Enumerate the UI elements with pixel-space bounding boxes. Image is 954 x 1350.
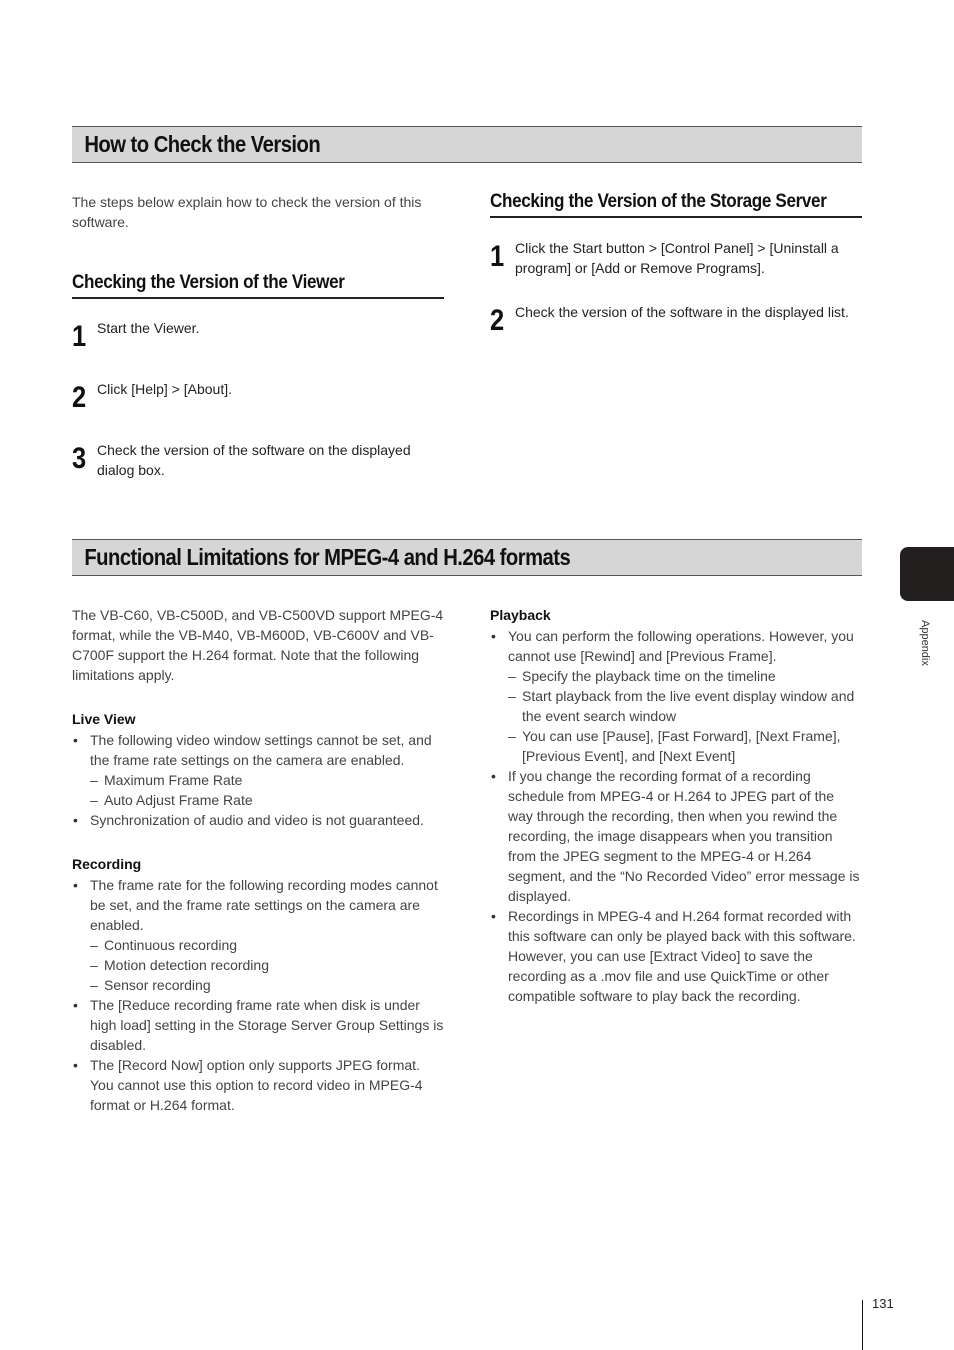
intro-paragraph: The steps below explain how to check the version of this software. bbox=[72, 194, 422, 230]
list-item: • The [Record Now] option only supports JPEG format. You cannot use this option to record video in MPEG-4 format or H.264 format. bbox=[72, 1055, 446, 1115]
sub-list-item: – Sensor recording bbox=[90, 975, 446, 995]
section-title: Functional Limitations for MPEG-4 and H.264 formats bbox=[84, 544, 571, 570]
step-text: Click [Help] > [About]. bbox=[97, 381, 233, 397]
section-header-functional-limitations bbox=[72, 539, 862, 576]
sub-list-item: – Continuous recording bbox=[90, 935, 446, 955]
step-text: Start the Viewer. bbox=[97, 320, 200, 336]
sub-list bbox=[90, 770, 446, 810]
section-header-check-version bbox=[72, 126, 862, 163]
bullet-text: The following video window settings cannot be set, and the frame rate settings on the camera are enabled. bbox=[90, 732, 432, 768]
step-number: 2 bbox=[490, 304, 505, 337]
list-item: • Synchronization of audio and video is not guaranteed. bbox=[72, 810, 446, 830]
sub-list-item: – Specify the playback time on the timeline bbox=[508, 666, 862, 686]
sub-list-item: – Start playback from the live event display window and the event search window bbox=[508, 686, 862, 726]
list-item: • The [Reduce recording frame rate when disk is under high load] setting in the Storage Server Group Settings is disabled. bbox=[72, 995, 446, 1055]
sub-list-item: – Maximum Frame Rate bbox=[90, 770, 446, 790]
bullet-text: You can perform the following operations. However, you cannot use [Rewind] and [Previous Frame]. bbox=[508, 628, 854, 664]
page-number: 131 bbox=[872, 1296, 894, 1311]
appendix-label: Appendix bbox=[919, 620, 931, 666]
step-text: Check the version of the software in the displayed list. bbox=[515, 304, 849, 320]
section-title: How to Check the Version bbox=[84, 131, 321, 157]
bullet-text: The frame rate for the following recording modes cannot be set, and the frame rate settings on the camera are enabled. bbox=[90, 877, 438, 933]
sub-list-item: – Motion detection recording bbox=[90, 955, 446, 975]
recording-label: Recording bbox=[72, 856, 142, 872]
recording-list bbox=[72, 875, 446, 1115]
playback-list bbox=[490, 626, 862, 1006]
step-text: Check the version of the software on the displayed dialog box. bbox=[97, 442, 411, 478]
list-item bbox=[490, 626, 862, 766]
list-item: • Recordings in MPEG-4 and H.264 format recorded with this software can only be played back with this software. However, you can use [Extract Video] to save the recording as a .mov file and use QuickTime or other compatible software to play back the recording. bbox=[490, 906, 862, 1006]
server-heading-text: Checking the Version of the Storage Server bbox=[490, 191, 827, 212]
step-number: 1 bbox=[490, 240, 505, 273]
list-item bbox=[72, 730, 446, 810]
list-item: • If you change the recording format of a recording schedule from MPEG-4 or H.264 to JPEG part of the way through the recording, then when you rewind the recording, the image disappears when you transition from the JPEG segment to the MPEG-4 or H.264 segment, and the “No Recorded Video” error message is displayed. bbox=[490, 766, 862, 906]
limitations-intro: The VB-C60, VB-C500D, and VB-C500VD support MPEG-4 format, while the VB-M40, VB-M600D, VB-C600V and VB-C700F support the H.264 format. Note that the following limitations apply. bbox=[72, 607, 444, 683]
sub-list bbox=[90, 935, 446, 995]
step-text: Click the Start button > [Control Panel] > [Uninstall a program] or [Add or Remove Programs]. bbox=[515, 240, 839, 276]
sub-list-item: – Auto Adjust Frame Rate bbox=[90, 790, 446, 810]
sub-list bbox=[508, 666, 862, 766]
live-view-list bbox=[72, 730, 446, 830]
viewer-heading-text: Checking the Version of the Viewer bbox=[72, 272, 345, 293]
appendix-tab bbox=[900, 547, 954, 601]
live-view-label: Live View bbox=[72, 711, 136, 727]
step-number: 2 bbox=[72, 381, 87, 414]
sub-list-item: – You can use [Pause], [Fast Forward], [Next Frame], [Previous Event], and [Next Event] bbox=[508, 726, 862, 766]
page-number-rule bbox=[862, 1300, 863, 1350]
step-number: 3 bbox=[72, 442, 87, 475]
viewer-heading bbox=[72, 272, 444, 299]
step-number: 1 bbox=[72, 320, 87, 353]
list-item bbox=[72, 875, 446, 995]
playback-label: Playback bbox=[490, 607, 551, 623]
server-heading bbox=[490, 191, 862, 218]
